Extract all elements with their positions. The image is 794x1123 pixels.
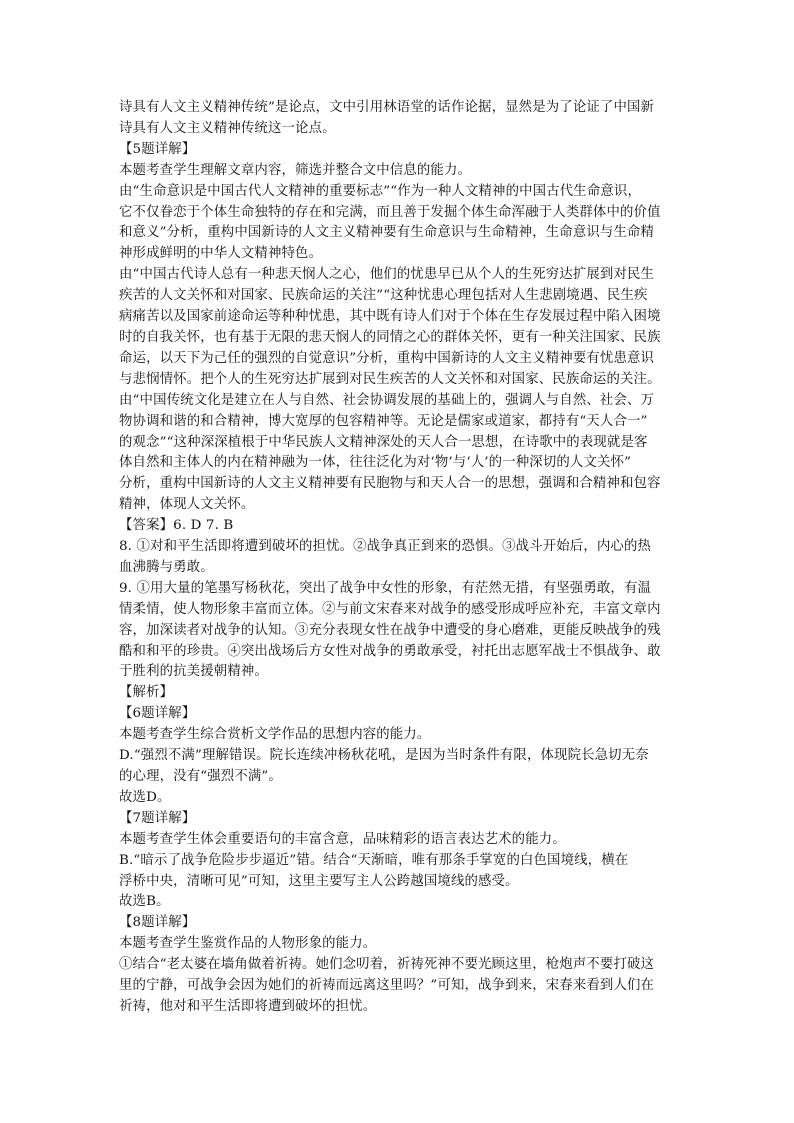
text-line: 分析，重构中国新诗的人文主义精神要有民胞物与和天人合一的思想，强调和合精神和包容 xyxy=(119,476,661,492)
text-line: 本题考查学生综合赏析文学作品的思想内容的能力。 xyxy=(119,727,431,743)
text-line: 情柔情，使人物形象丰富而立体。②与前文宋春来对战争的感受形成呼应补充，丰富文章内 xyxy=(119,601,661,617)
document-page xyxy=(119,98,684,1018)
text-line: 里的宁静，可战争会因为她们的祈祷而远离这里吗？”可知，战争到来，宋春来看到人们在 xyxy=(119,978,655,994)
text-line: 本题考查学生理解文章内容，筛选并整合文中信息的能力。 xyxy=(119,162,472,178)
text-line: 神形成鲜明的中华人文精神特色。 xyxy=(119,246,323,262)
text-line: 的心理，没有“强烈不满”。 xyxy=(119,769,282,784)
text-line: 祈祷，他对和平生活即将遭到破坏的担忧。 xyxy=(119,998,377,1014)
text-line: 病痛苦以及国家前途命运等种种忧患，其中既有诗人们对于个体在生存发展过程中陷入困境 xyxy=(119,309,661,325)
text-line: 命运，以天下为己任的强烈的自觉意识”分析，重构中国新诗的人文主义精神要有忧患意识 xyxy=(119,350,655,366)
text-line: 本题考查学生鉴赏作品的人物形象的能力。 xyxy=(119,936,377,952)
text-line: 【解析】 xyxy=(119,685,174,701)
text-line: 血沸腾与勇敢。 xyxy=(119,559,214,575)
text-line: 由“生命意识是中国古代人文精神的重要标志”“作为一种人文精神的中国古代生命意识， xyxy=(119,183,641,199)
text-line: 本题考查学生体会重要语句的丰富含意，品味精彩的语言表达艺术的能力。 xyxy=(119,831,566,847)
text-line: 和意义”分析，重构中国新诗的人文主义精神要有生命意识与生命精神，生命意识与生命精 xyxy=(119,225,655,241)
text-line: D.“强烈不满”理解错误。院长连续冲杨秋花吼，是因为当时条件有限，体现院长急切无奈 xyxy=(119,748,649,764)
text-line: 【8题详解】 xyxy=(119,915,196,931)
text-line: 体自然和主体人的内在精神融为一体，往往泛化为对‘物’与‘人’的一种深切的人文关怀” xyxy=(119,455,632,471)
text-line: 由“中国传统文化是建立在人与自然、社会协调发展的基础上的，强调人与自然、社会、万 xyxy=(119,392,655,408)
text-line: 与悲悯情怀。把个人的生死穷达扩展到对民生疾苦的人文关怀和对国家、民族命运的关注。 xyxy=(119,371,661,387)
text-line: 8. ①对和平生活即将遭到破坏的担忧。②战争真正到来的恐惧。③战斗开始后，内心的热 xyxy=(119,539,652,555)
text-line: 浮桥中央，清晰可见”可知，这里主要写主人公跨越国境线的感受。 xyxy=(119,873,519,889)
text-line: 于胜利的抗美援朝精神。 xyxy=(119,664,268,680)
text-line: 9. ①用大量的笔墨写杨秋花，突出了战争中女性的形象，有茫然无措，有坚强勇敢，有温 xyxy=(119,580,652,596)
text-line: 故选B。 xyxy=(119,894,170,910)
text-line: 容，加深读者对战争的认知。③充分表现女性在战争中遭受的身心磨难，更能反映战争的残 xyxy=(119,622,661,638)
text-line: B.“暗示了战争危险步步逼近”错。结合“天渐暗，唯有那条手掌宽的白色国境线，横在 xyxy=(119,852,629,868)
text-line: 【5题详解】 xyxy=(119,141,196,157)
text-line: 诗具有人文主义精神传统”是论点，文中引用林语堂的话作论据，显然是为了论证了中国新 xyxy=(119,100,655,115)
text-line: 故选D。 xyxy=(119,789,171,805)
text-line: 物协调和谐的和合精神，博大宽厚的包容精神等。无论是儒家或道家，都持有“天人合一” xyxy=(119,413,648,429)
text-line: 【7题详解】 xyxy=(119,810,196,826)
text-line: 诗具有人文主义精神传统这一论点。 xyxy=(119,120,336,136)
text-line: 酷和和平的珍贵。④突出战场后方女性对战争的勇敢承受，衬托出志愿军战士不惧战争、敢 xyxy=(119,643,661,659)
text-line: 【6题详解】 xyxy=(119,706,196,722)
text-line: 时的自我关怀，也有基于无限的悲天悯人的同情之心的群体关怀，更有一种关注国家、民族 xyxy=(119,329,661,345)
text-line: ①结合“老太婆在墙角做着祈祷。她们念叨着，祈祷死神不要光顾这里，枪炮声不要打破这 xyxy=(119,957,655,973)
text-line: 精神，体现人文关怀。 xyxy=(119,497,255,513)
text-line: 它不仅眷恋于个体生命独特的存在和完满，而且善于发掘个体生命浑融于人类群体中的价值 xyxy=(119,204,661,220)
text-line: 由“中国古代诗人总有一种悲天悯人之心，他们的忧患早已从个人的生死穷达扩展到对民生 xyxy=(119,267,655,283)
text-line: 的观念”“这种深深植根于中华民族人文精神深处的天人合一思想，在诗歌中的表现就是客 xyxy=(119,434,648,450)
text-line: 【答案】6. D 7. B xyxy=(119,518,234,534)
text-line: 疾苦的人文关怀和对国家、民族命运的关注”“这种忧患心理包括对人生悲剧境遇、民生疾 xyxy=(119,288,648,304)
